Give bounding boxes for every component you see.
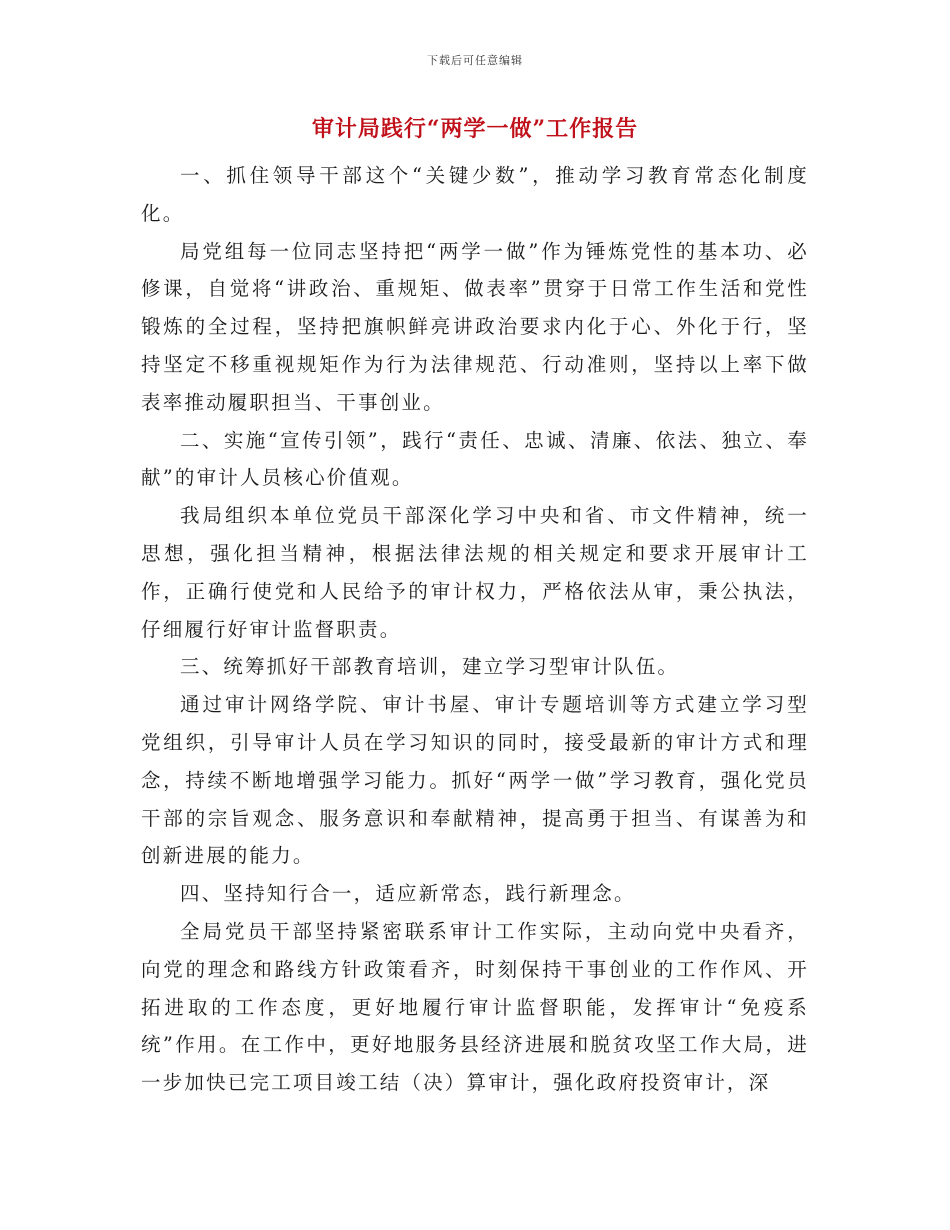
section-heading-4: 四、坚持知行合一，适应新常态，践行新理念。 — [180, 882, 636, 906]
body-paragraph-1: 局党组每一位同志坚持把“两学一做”作为锤炼党性的基本功、必修课，自觉将“讲政治、重规矩、做表率”贯穿于日常工作生活和党性锻炼的全过程，坚持把旗帜鲜亮讲政治要求内化于心、外化于行，坚持坚定不移重视规矩作为行为法律规范、行动准则，坚持以上率下做表率推动履职担当、干事创业。 — [141, 239, 809, 414]
body-paragraph-4: 全局党员干部坚持紧密联系审计工作实际，主动向党中央看齐，向党的理念和路线方针政策看齐，时刻保持干事创业的工作作风、开拓进取的工作态度，更好地履行审计监督职能，发挥审计“免疫系统”作用。在工作中，更好地服务县经济进展和脱贫攻坚工作大局，进一步加快已完工项目竣工结（决）算审计，强化政府投资审计，深 — [141, 919, 809, 1095]
section-heading-1: 一、抓住领导干部这个“关键少数”，推动学习教育常态化制度化。 — [141, 164, 809, 225]
document-title: 审计局践行“两学一做”工作报告 — [311, 116, 639, 142]
section-heading-2: 二、实施“宣传引领”，践行“责任、忠诚、清廉、依法、独立、奉献”的审计人员核心价值观。 — [141, 428, 809, 490]
page-header-note: 下载后可任意编辑 — [427, 54, 523, 67]
body-paragraph-3: 通过审计网络学院、审计书屋、审计专题培训等方式建立学习型党组织，引导审计人员在学习知识的同时，接受最新的审计方式和理念，持续不断地增强学习能力。抓好“两学一做”学习教育，强化党员干部的宗旨观念、服务意识和奉献精神，提高勇于担当、有谋善为和创新进展的能力。 — [141, 693, 809, 868]
section-heading-3: 三、统筹抓好干部教育培训，建立学习型审计队伍。 — [180, 655, 680, 679]
body-paragraph-2: 我局组织本单位党员干部深化学习中央和省、市文件精神，统一思想，强化担当精神，根据法律法规的相关规定和要求开展审计工作，正确行使党和人民给予的审计权力，严格依法从审，秉公执法，仔细履行好审计监督职责。 — [141, 504, 809, 641]
document-body — [141, 157, 809, 1102]
